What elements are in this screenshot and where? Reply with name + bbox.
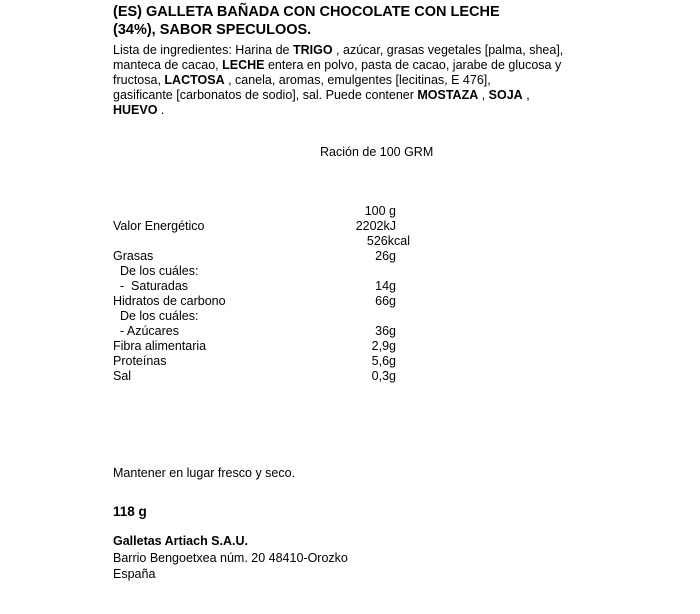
row-value: 14g — [375, 279, 396, 293]
allergen: LACTOSA — [164, 73, 225, 87]
title-line-1: (ES) GALLETA BAÑADA CON CHOCOLATE CON LECHE — [113, 4, 500, 20]
row-value: 36g — [375, 324, 396, 338]
row-value: 0,3g — [371, 369, 396, 383]
company-address: Barrio Bengoetxea núm. 20 48410-Orozko — [113, 551, 348, 565]
row-value: 26g — [375, 249, 396, 263]
row-value: 2202kJ — [355, 219, 396, 233]
row-label: Grasas — [113, 249, 154, 263]
ingredients-line: manteca de cacao, LECHE entera en polvo, pasta de cacao, jarabe de glucosa y — [113, 58, 562, 72]
row-label: Sal — [113, 369, 132, 383]
row-label: Fibra alimentaria — [113, 339, 207, 353]
company-name: Galletas Artiach S.A.U. — [113, 534, 248, 548]
row-label: De los cuáles: — [113, 264, 199, 278]
ingredients-line: Lista de ingredientes: Harina de TRIGO , azúcar, grasas vegetales [palma, shea], — [113, 43, 564, 57]
allergen: HUEVO — [113, 103, 158, 117]
row-label: De los cuáles: — [113, 309, 199, 323]
row-label: Proteínas — [113, 354, 167, 368]
row-value: 526kcal — [366, 234, 410, 248]
column-header: 100 g — [364, 204, 396, 218]
ingredients-line: gasificante [carbonatos de sodio], sal. Puede contener MOSTAZA , SOJA , — [113, 88, 530, 102]
company-country: España — [113, 567, 156, 581]
ingredients-line: fructosa, LACTOSA , canela, aromas, emulgentes [lecitinas, E 476], — [113, 73, 491, 87]
allergen: MOSTAZA — [417, 88, 479, 102]
row-label: - Saturadas — [113, 279, 189, 293]
allergen: SOJA — [488, 88, 523, 102]
title-line-2: (34%), SABOR SPECULOOS. — [113, 22, 312, 38]
serving-size: Ración de 100 GRM — [320, 145, 434, 159]
row-value: 5,6g — [371, 354, 396, 368]
row-value: 2,9g — [371, 339, 396, 353]
row-value: 66g — [375, 294, 396, 308]
storage-instructions: Mantener en lugar fresco y seco. — [113, 466, 296, 480]
ingredients-line: HUEVO . — [113, 103, 165, 117]
row-label: Hidratos de carbono — [113, 294, 226, 308]
allergen: LECHE — [222, 58, 265, 72]
allergen: TRIGO — [292, 43, 333, 57]
row-label: Valor Energético — [113, 219, 205, 233]
net-weight: 118 g — [113, 504, 147, 519]
row-label: - Azúcares — [113, 324, 179, 338]
